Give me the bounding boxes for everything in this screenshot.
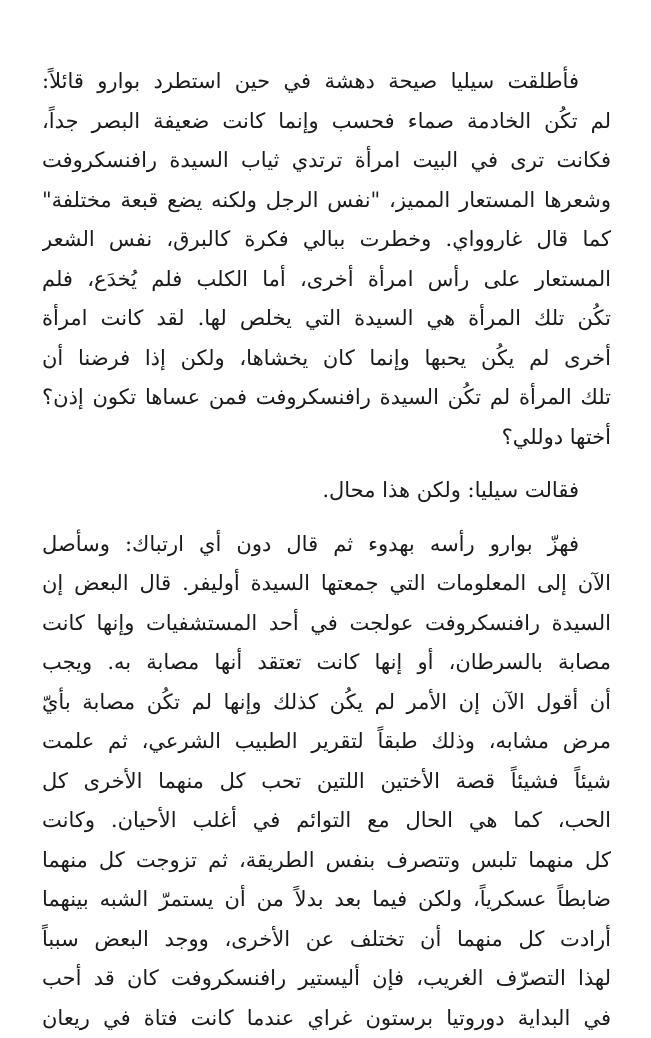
text-line: الآن إلى المعلومات التي جمعتها السيدة أوليفر. قال البعض إن (42, 564, 611, 604)
text-line: لم تكُن الخادمة صماء فحسب وإنما كانت ضعيفة البصر جداً، (42, 102, 611, 142)
paragraph-spacer (42, 457, 611, 471)
text-line: تكُن تلك المرأة هي السيدة التي يخلص لها. لقد كانت امرأة (42, 299, 611, 339)
paragraph-spacer (42, 511, 611, 525)
text-line: الحب، كما هي الحال مع التوائم في أغلب الأحيان. وكانت (42, 801, 611, 841)
text-line: تلك المرأة لم تكُن السيدة رافنسكروفت فمن عساها تكون إذن؟ (42, 378, 611, 418)
text-line: في البداية دوروتيا برستون غراي عندما كانت فتاة في ريعان (42, 999, 611, 1038)
text-line: مرض مشابه، وذلك طبقاً لتقرير الطبيب الشرعي، ثم علمت (42, 722, 611, 762)
text-line: فقالت سيليا: ولكن هذا محال. (42, 471, 611, 511)
text-line: فأطلقت سيليا صيحة دهشة في حين استطرد بوارو قائلاً: (42, 62, 611, 102)
text-line: أخرى لم يكُن يحبها وإنما كان يخشاها، ولكن إذا فرضنا أن (42, 339, 611, 379)
text-line: المستعار على رأس امرأة أخرى، أما الكلب فلم يُخدَع، فلم (42, 260, 611, 300)
paragraph-1 (42, 62, 611, 457)
text-line: أرادت كل منهما أن تختلف عن الأخرى، ووجد البعض سبباً (42, 920, 611, 960)
text-line: شيئاً فشيئاً قصة الأختين اللتين تحب كل منهما الأخرى كل (42, 762, 611, 802)
text-line: ضابطاً عسكرياً، ولكن فيما بعد بدلاً من أن يستمرّ الشبه بينهما (42, 880, 611, 920)
text-line: السيدة رافنسكروفت عولجت في أحد المستشفيات وإنها كانت (42, 604, 611, 644)
paragraph-3 (42, 525, 611, 1038)
text-line: لهذا التصرّف الغريب، فإن أليستير رافنسكروفت كان قد أحب (42, 959, 611, 999)
text-line: وشعرها المستعار المميز، "نفس الرجل ولكنه يضع قبعة مختلفة" (42, 181, 611, 221)
text-line: أن أقول الآن إن الأمر لم يكُن كذلك وإنها لم تكُن مصابة بأيّ (42, 683, 611, 723)
text-line: أختها دوللي؟ (42, 418, 611, 458)
text-line: فكانت ترى في البيت امرأة ترتدي ثياب السيدة رافنسكروفت (42, 141, 611, 181)
text-line: مصابة بالسرطان، أو إنها كانت تعتقد أنها مصابة به. ويجب (42, 643, 611, 683)
paragraph-2 (42, 471, 611, 511)
text-line: كما قال غاروواي. وخطرت ببالي فكرة كالبرق، نفس الشعر (42, 220, 611, 260)
text-line: فهزّ بوارو رأسه بهدوء ثم قال دون أي ارتباك: وسأصل (42, 525, 611, 565)
text-line: كل منهما تلبس وتتصرف بنفس الطريقة، ثم تزوجت كل منهما (42, 841, 611, 881)
